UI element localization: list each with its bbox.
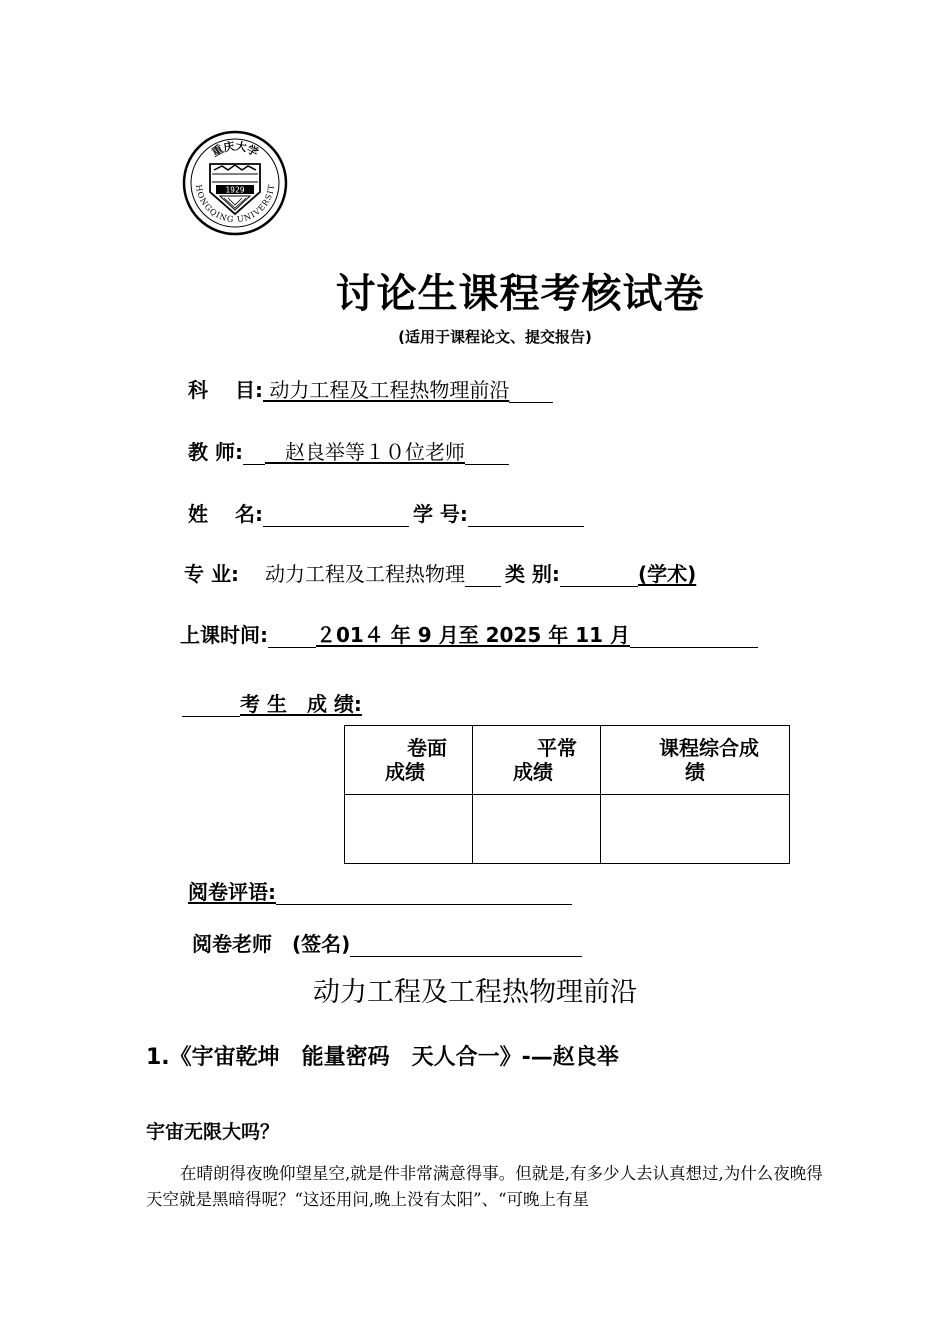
score-header-regular: 平常 成绩 [473, 726, 601, 795]
student-id-label: 学 号: [412, 502, 468, 526]
major-row [184, 558, 696, 587]
teacher-blank [465, 440, 509, 465]
section-title: 动力工程及工程热物理前沿 [313, 977, 637, 1008]
svg-text:重庆大学 [209, 139, 261, 160]
score-label: 考 生 成 绩: [240, 692, 362, 716]
category-label: 类 别: [504, 562, 560, 586]
category-value: (学术) [637, 562, 697, 586]
logo-year: 1929 [225, 185, 245, 195]
score-table-value-row [345, 795, 790, 864]
review-comment-row [188, 876, 572, 905]
heading-2: 宇宙无限大吗？ [146, 1121, 280, 1143]
university-logo [182, 130, 288, 236]
time-value: ２01４ 年 9 月至 2025 年 11 月 [316, 623, 630, 647]
teacher-row [188, 436, 509, 465]
score-header-overall: 课程综合成 绩 [601, 726, 790, 795]
review-comment-label: 阅卷评语: [188, 880, 276, 904]
subject-blank [509, 378, 553, 403]
page-title: 讨论生课程考核试卷 [335, 271, 705, 317]
score-cell-exam[interactable] [345, 795, 473, 864]
time-blank [630, 623, 758, 648]
review-comment-blank [276, 880, 572, 905]
time-label: 上课时间: [180, 623, 268, 647]
name-label: 姓 名: [188, 502, 263, 526]
score-table [344, 725, 790, 864]
score-table-header-row [345, 726, 790, 795]
score-cell-overall[interactable] [601, 795, 790, 864]
score-header-exam: 卷面 成绩 [345, 726, 473, 795]
review-signature-blank [350, 932, 582, 957]
subject-row [188, 374, 553, 403]
logo-name-cn: 重庆大学 [209, 139, 261, 160]
teacher-value: 赵良举等１０位老师 [264, 440, 465, 464]
teacher-label: 教 师: [188, 440, 243, 464]
logo-name-en: HONGQING UNIVERSIT [193, 183, 277, 225]
score-row [182, 688, 362, 717]
page-subtitle: (适用于课程论文、提交报告) [398, 328, 592, 346]
subject-label: 科 目: [188, 378, 263, 402]
major-label: 专 业: [184, 562, 239, 586]
major-value: 动力工程及工程热物理 [264, 562, 465, 586]
student-id-blank [468, 502, 584, 527]
name-blank [263, 502, 409, 527]
review-teacher-label: 阅卷老师 (签名) [192, 932, 351, 956]
score-cell-regular[interactable] [473, 795, 601, 864]
review-teacher-row [192, 928, 582, 957]
time-row [180, 619, 758, 648]
subject-value: 动力工程及工程热物理前沿 [262, 378, 510, 402]
name-row [188, 498, 584, 527]
body-paragraph: 在晴朗得夜晚仰望星空,就是件非常满意得事。但就是,有多少人去认真想过,为什么夜晚得天空就是黑暗得呢？“这还用问,晚上没有太阳”、“可晚上有星 [146, 1164, 823, 1209]
heading-1: 1.《宇宙乾坤 能量密码 天人合一》-—赵良举 [146, 1045, 619, 1070]
